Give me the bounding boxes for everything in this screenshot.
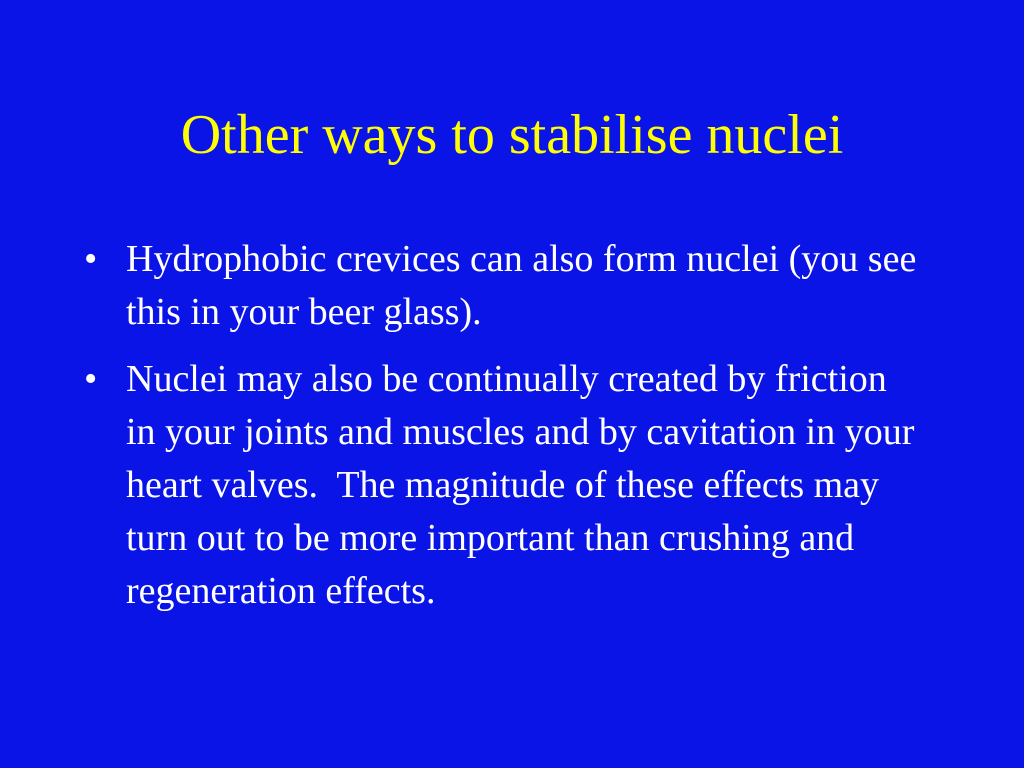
bullet-text: Hydrophobic crevices can also form nuclei (you see this in your beer glass). (126, 238, 926, 333)
bullet-icon: • (84, 358, 98, 400)
bullet-item (84, 233, 924, 339)
bullet-list (84, 233, 924, 632)
bullet-item (84, 353, 924, 618)
bullet-icon: • (84, 238, 98, 280)
slide-title: Other ways to stabilise nuclei (180, 104, 844, 166)
bullet-text: Nuclei may also be continually created by friction in your joints and muscles and by cavitation in your heart valves. The magnitude of these effects may turn out to be more important than crushing and regeneration effects. (126, 358, 924, 612)
